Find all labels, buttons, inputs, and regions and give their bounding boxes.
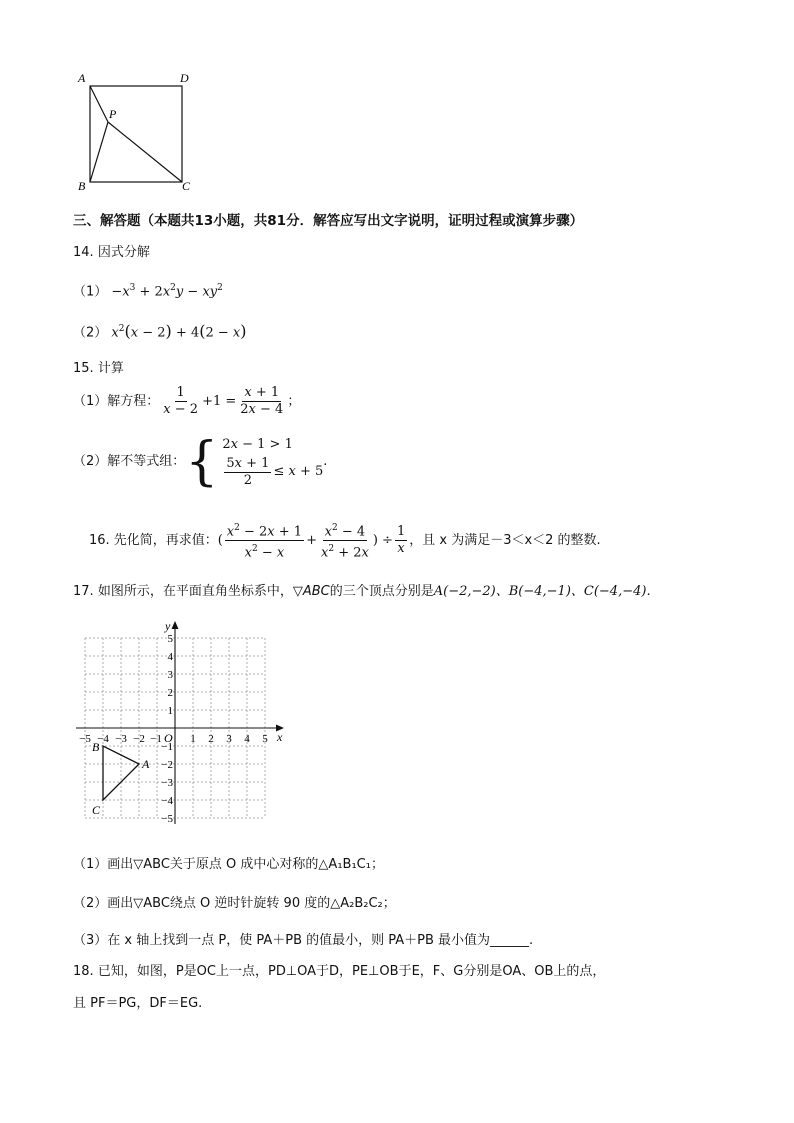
q16: 16. 先化简，再求值： ( $\frac{x^2 - 2x + 1}{x^2 - x}$ + $\frac{x^2 - 4}{x^2 + 2x}$ ) ÷ $\frac{1}{x}$ ，且 x 为满足－3＜x＜2 的整数. bbox=[89, 520, 601, 562]
q14-title bbox=[73, 244, 150, 262]
q15-part2-label: （2）解不等式组： bbox=[73, 454, 186, 469]
x-tick: −1 bbox=[150, 733, 162, 745]
q17-triangle: ▽ABC bbox=[292, 584, 330, 599]
y-tick: −1 bbox=[161, 741, 173, 753]
point-b-label: B bbox=[92, 740, 100, 754]
origin-label: O bbox=[164, 731, 173, 745]
x-tick: 3 bbox=[226, 733, 232, 745]
y-tick: −2 bbox=[161, 759, 173, 771]
q18-line1 bbox=[73, 963, 605, 981]
label-b: B bbox=[78, 179, 86, 193]
q17-part1: （1）画出▽ABC关于原点 O 成中心对称的△A₁B₁C₁； bbox=[73, 857, 384, 872]
q18-text: 已知，如图，P是OC上一点，PD⊥OA于D，PE⊥OB于E，F、G分别是OA、OB上的点， bbox=[97, 964, 606, 979]
q17-number: 17. bbox=[73, 584, 94, 599]
q15-part2-tail: . bbox=[323, 454, 328, 469]
y-tick: 3 bbox=[167, 669, 173, 681]
point-c-label: C bbox=[92, 803, 101, 817]
y-tick: 1 bbox=[167, 705, 173, 717]
label-d: D bbox=[180, 71, 189, 85]
q15-part1: （1）解方程： $\frac{1}{x - 2}$ +1 = $\frac{x + 1}{2x - 4}$ ； bbox=[73, 385, 301, 417]
q17-text2: 的三个顶点分别是 bbox=[329, 584, 434, 599]
y-axis-arrow bbox=[172, 621, 179, 629]
q16-lead: 先化简，再求值： bbox=[113, 532, 218, 548]
q15-part1-tail: ； bbox=[287, 393, 301, 409]
section-heading: 三、解答题（本题共13小题，共81分．解答应写出文字说明，证明过程或演算步骤） bbox=[73, 213, 584, 229]
q15-title bbox=[73, 360, 124, 378]
x-tick: −2 bbox=[133, 733, 145, 745]
q15-number: 15. bbox=[73, 361, 94, 376]
q16-number: 16. bbox=[89, 532, 110, 548]
y-tick: −3 bbox=[161, 777, 173, 789]
y-tick: 4 bbox=[167, 651, 173, 663]
q14-part1: $(1) -x^3 + 2x^2y - xy^2$ bbox=[73, 283, 223, 300]
x-tick: 1 bbox=[190, 733, 196, 745]
y-tick: −4 bbox=[161, 795, 173, 807]
x-tick: −4 bbox=[97, 733, 109, 745]
x-tick: −3 bbox=[115, 733, 127, 745]
label-a: A bbox=[78, 71, 86, 85]
y-tick: 2 bbox=[167, 687, 173, 699]
q17-stem bbox=[73, 583, 651, 601]
y-tick: 5 bbox=[167, 633, 173, 645]
label-p: P bbox=[109, 107, 117, 121]
q14-part1-label: （1） bbox=[73, 284, 108, 300]
q18-number: 18. bbox=[73, 964, 94, 979]
q15-part2: （2）解不等式组： { 2x − 1 > 1 $\frac{5x + 1}{2}$ ≤ x + 5 . bbox=[73, 432, 328, 492]
q17-part3: （3）在 x 轴上找到一点 P，使 PA＋PB 的值最小，则 PA＋PB 最小值为______. bbox=[73, 933, 534, 948]
x-tick: −5 bbox=[79, 733, 91, 745]
y-tick: −5 bbox=[161, 813, 173, 825]
q14-title-text: 因式分解 bbox=[97, 245, 150, 260]
x-axis-label: x bbox=[277, 730, 283, 744]
label-c: C bbox=[182, 179, 191, 193]
q17-text: 如图所示，在平面直角坐标系中， bbox=[97, 584, 293, 599]
q17-part2: （2）画出▽ABC绕点 O 逆时针旋转 90 度的△A₂B₂C₂； bbox=[73, 896, 396, 911]
coordinate-plane bbox=[72, 618, 292, 828]
x-tick: 5 bbox=[262, 733, 268, 745]
x-tick: 4 bbox=[244, 733, 250, 745]
q14-part2-label: （2） bbox=[73, 325, 108, 341]
point-a-label: A bbox=[142, 757, 150, 771]
q14-number: 14. bbox=[73, 245, 94, 260]
square-figure bbox=[74, 70, 200, 194]
q18-line2: 且 PF＝PG，DF＝EG. bbox=[73, 996, 203, 1011]
y-axis-label: y bbox=[165, 619, 171, 633]
q15-title-text: 计算 bbox=[97, 361, 124, 376]
q14-part2: （2） $x^2(x - 2) + 4(2 - x)$ bbox=[73, 321, 247, 341]
q16-tail: ，且 x 为满足－3＜x＜2 的整数. bbox=[409, 532, 601, 548]
x-tick: 2 bbox=[208, 733, 214, 745]
q15-part1-label: （1）解方程： bbox=[73, 393, 160, 409]
q17-vertices: A(−2,−2)、B(−4,−1)、C(−4,−4). bbox=[433, 584, 651, 599]
